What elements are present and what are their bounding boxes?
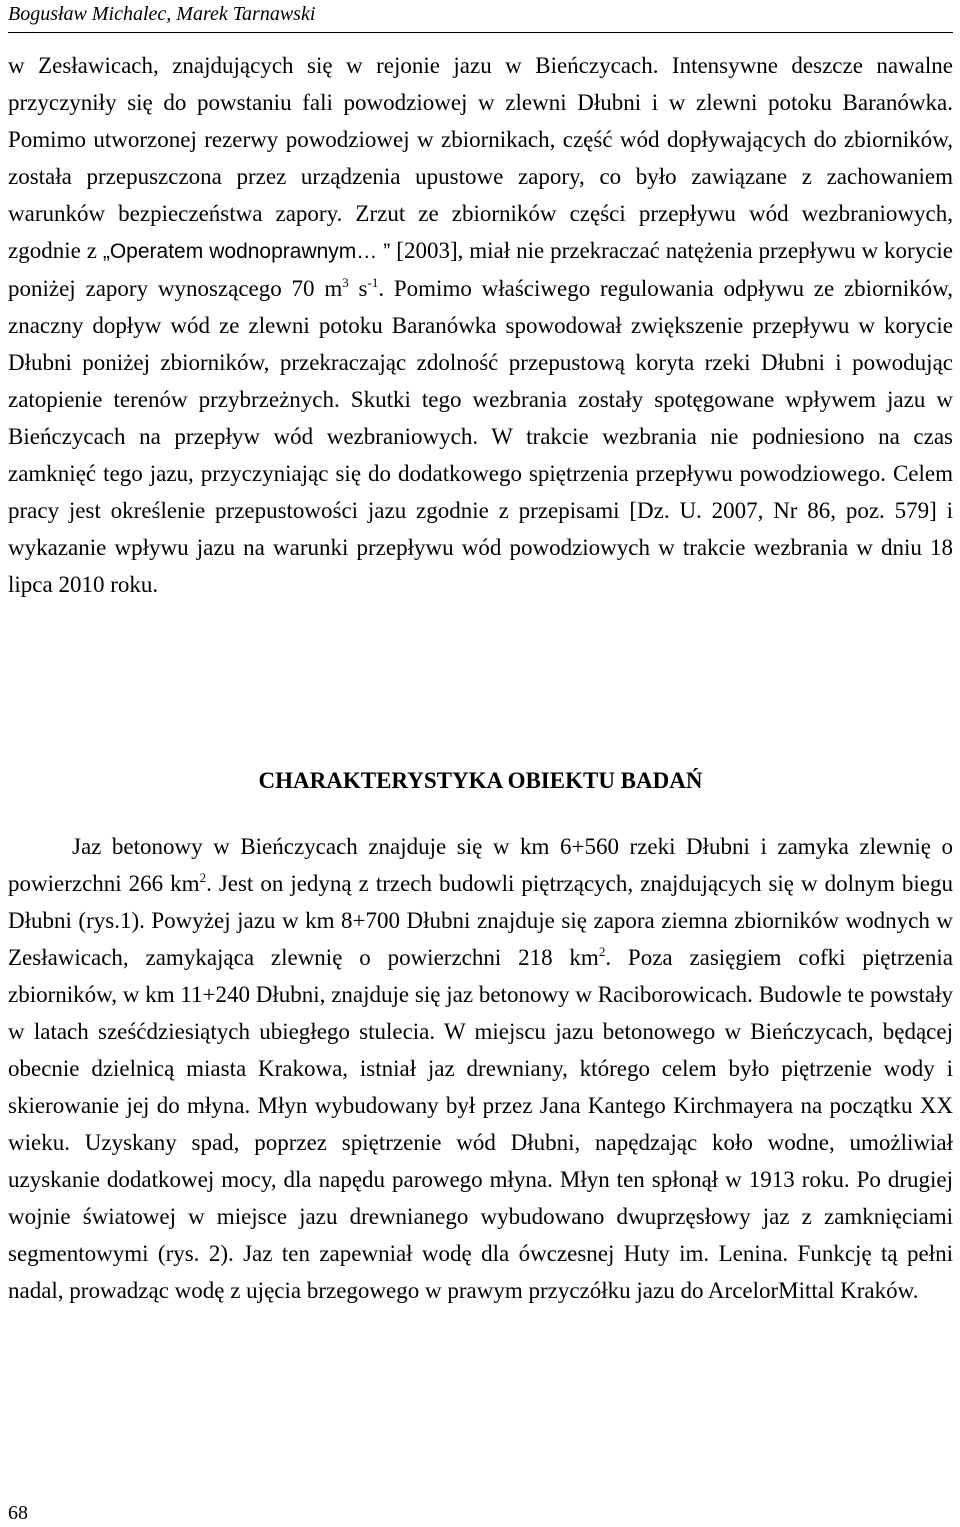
paragraph-site-text-1: Jaz betonowy w Bieńczycach znajduje się w km 6+560 rzeki Dłubni i zamyka zlewnię o powierzchni 266 km <box>8 834 953 896</box>
superscript-exponent: 2 <box>199 870 207 885</box>
paragraph-site-text-2: . Jest on jedyną z trzech budowli piętrzących, znajdujących się w dolnym biegu Dłubni (rys.1). Powyżej jazu w km 8+700 Dłubni znajduje się zapora ziemna zbiorników wodnych w Zesławicach, zamykająca zlewnię o powierzchni 218 km <box>8 871 953 970</box>
paragraph-intro <box>8 47 953 603</box>
running-head-authors: Bogusław Michalec, Marek Tarnawski <box>8 3 316 25</box>
header-rule <box>8 32 953 33</box>
unit-seconds: s <box>348 276 368 301</box>
superscript-exponent: 3 <box>342 275 349 290</box>
page-number: 68 <box>8 1502 28 1524</box>
paragraph-intro-text-1: w Zesławicach, znajdujących się w rejonie jazu w Bieńczycach. Intensywne deszcze nawalne przyczyniły się do powstaniu fali powodziowej w zlewni Dłubni i w zlewni potoku Baranówka. Pomimo utworzonej rezerwy powodziowej w zbiornikach, część wód dopływających do zbiorników, została przepuszczona przez urządzenia upustowe zapory, co było zawiązane z zachowaniem warunków bezpieczeństwa zapory. Zrzut ze zbiorników części przepływu wód wezbraniowych, zgodnie z <box>8 53 953 263</box>
superscript-exponent: 2 <box>598 944 606 959</box>
paragraph-site-text-3: . Poza zasięgiem cofki piętrzenia zbiorników, w km 11+240 Dłubni, znajduje się jaz betonowy w Raciborowicach. Budowle te powstały w latach sześćdziesiątych ubiegłego stulecia. W miejscu jazu betonowego w Bieńczycach, będącej obecnie dzielnicą miasta Krakowa, istniał jaz drewniany, którego celem było piętrzenie wody i skierowanie jej do młyna. Młyn wybudowany był przez Jana Kantego Kirchmayera na początku XX wieku. Uzyskany spad, poprzez spiętrzenie wód Dłubni, napędzając koło wodne, umożliwiał uzyskanie dodatkowej mocy, dla napędu parowego młyna. Młyn ten spłonął w 1913 roku. Po drugiej wojnie światowej w miejsce jazu drewnianego wybudowano dwuprzęsłowy jaz z zamknięciami segmentowymi (rys. 2). Jaz ten zapewniał wodę dla ówczesnej Huty im. Lenina. Funkcję tą pełni nadal, prowadząc wodę z ujęcia brzegowego w prawym przyczółku jazu do ArcelorMittal Kraków. <box>8 945 953 1303</box>
paragraph-site-description <box>8 828 953 1309</box>
operat-reference: „Operatem wodnoprawnym… ” <box>102 240 397 263</box>
superscript-exponent: -1 <box>367 275 379 290</box>
section-heading: CHARAKTERYSTYKA OBIEKTU BADAŃ <box>258 768 703 793</box>
paragraph-intro-text-3: . Pomimo właściwego regulowania odpływu ze zbiorników, znaczny dopływ wód ze zlewni potoku Baranówka spowodował zwiększenie przepływu w korycie Dłubni poniżej zbiorników, przekraczając zdolność przepustową koryta rzeki Dłubni i powodując zatopienie terenów przybrzeżnych. Skutki tego wezbrania zostały spotęgowane wpływem jazu w Bieńczycach na przepływ wód wezbraniowych. W trakcie wezbrania nie podniesiono na czas zamknięć tego jazu, przyczyniając się do dodatkowego spiętrzenia przepływu powodziowego. Celem pracy jest określenie przepustowości jazu zgodnie z przepisami [Dz. U. 2007, Nr 86, poz. 579] i wykazanie wpływu jazu na warunki przepływu wód powodziowych w trakcie wezbrania w dniu 18 lipca 2010 roku. <box>8 276 953 597</box>
paragraph-intro-text-2: [2003], miał nie przekraczać natężenia przepływu w korycie poniżej zapory wynoszącego 70 m <box>8 238 954 301</box>
